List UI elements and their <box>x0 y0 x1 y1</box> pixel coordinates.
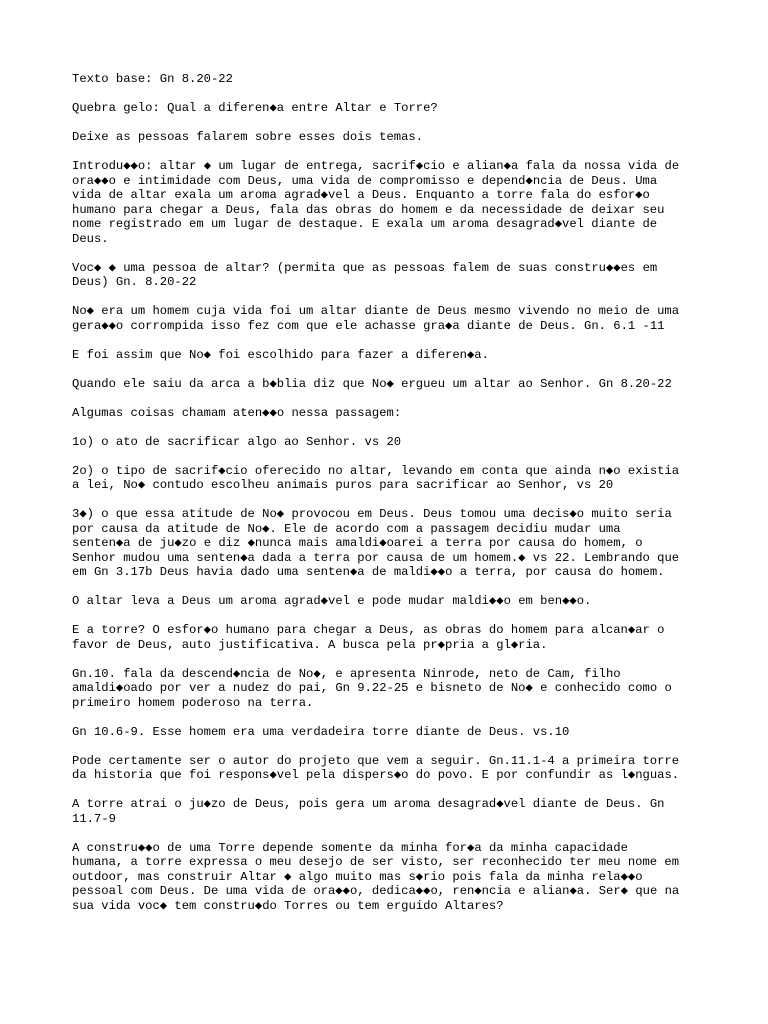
base-text-line: Texto base: Gn 8.20-22 <box>72 72 233 86</box>
noah-chosen-paragraph: E foi assim que No◆ foi escolhido para fazer a diferen◆a. <box>72 347 489 362</box>
babel-project-paragraph: Pode certamente ser o autor do projeto que vem a seguir. Gn.11.1-4 a primeira torre da historia que foi respons◆vel pela dispers◆o do povo. E por confundir as l◆nguas. <box>72 753 680 782</box>
introduction-paragraph: Introdu◆◆o: altar ◆ um lugar de entrega, sacrif◆cio e alian◆a fala da nossa vida de ora◆◆o e intimidade com Deus, uma vida de compromisso e depend◆ncia de Deus. Uma vida de altar exala um aroma agrad◆vel a Deus. Enquanto a torre fala do esfor◆o humano para chegar a Deus, fala das obras do homem e da necessidade de deixar seu nome registrado em um lugar de destaque. E exala um aroma desagrad◆vel diante de Deus. <box>72 159 680 246</box>
passage-attention-paragraph: Algumas coisas chamam aten◆◆o nessa passagem: <box>72 405 402 420</box>
tower-man-paragraph: Gn 10.6-9. Esse homem era uma verdadeira torre diante de Deus. vs.10 <box>72 724 570 739</box>
tower-question-paragraph: E a torre? O esfor◆o humano para chegar a Deus, as obras do homem para alcan◆ar o favor de Deus, auto justificativa. A busca pela pr◆pria a gl◆ria. <box>72 623 665 652</box>
ark-exit-paragraph: Quando ele saiu da arca a b◆blia diz que No◆ ergueu um altar ao Senhor. Gn 8.20-22 <box>72 376 672 391</box>
point-one: 1o) o ato de sacrificar algo ao Senhor. vs 20 <box>72 434 402 449</box>
point-two: 2o) o tipo de sacrif◆cio oferecido no altar, levando em conta que ainda n◆o existia a lei, No◆ contudo escolheu animais puros para sacrificar ao Senhor, vs 20 <box>72 463 680 492</box>
discussion-instruction: Deixe as pessoas falarem sobre esses dois temas. <box>72 130 424 144</box>
document-page <box>72 72 702 928</box>
nimrod-paragraph: Gn.10. fala da descend◆ncia de No◆, e apresenta Ninrode, neto de Cam, filho amaldi◆oado por ver a nudez do pai, Gn 9.22-25 e bisneto de No◆ e conhecido como o primeiro homem poderoso na terra. <box>72 666 672 710</box>
tower-judgment-paragraph: A torre atrai o ju◆zo de Deus, pois gera um aroma desagrad◆vel diante de Deus. Gn 11.7-9 <box>72 797 665 826</box>
icebreaker-question: Quebra gelo: Qual a diferen◆a entre Altar e Torre? <box>72 101 438 115</box>
conclusion-paragraph: A constru◆◆o de uma Torre depende somente da minha for◆a da minha capacidade humana, a torre expressa o meu desejo de ser visto, ser reconhecido ter meu nome em outdoor, mas construir Altar ◆ algo muito mas s◆rio pois fala da minha rela◆◆o pessoal com Deus. De uma vida de ora◆◆o, dedica◆◆o, ren◆ncia e alian◆a. Ser◆ que na sua vida voc◆ tem constru◆do Torres ou tem erguido Altares? <box>72 840 680 913</box>
altar-aroma-paragraph: O altar leva a Deus um aroma agrad◆vel e pode mudar maldi◆◆o em ben◆◆o. <box>72 594 592 608</box>
altar-person-question: Voc◆ ◆ uma pessoa de altar? (permita que as pessoas falem de suas constru◆◆es em Deus) Gn. 8.20-22 <box>72 260 658 289</box>
point-three: 3◆) o que essa atitude de No◆ provocou em Deus. Deus tomou uma decis◆o muito seria por causa da atitude de No◆. Ele de acordo com a passagem decidiu mudar uma senten◆a de ju◆zo e diz ◆nunca mais amaldi◆oarei a terra por causa do homem, o Senhor mudou uma senten◆a dada a terra por causa de um homem.◆ vs 22. Lembrando que em Gn 3.17b Deus havia dado uma senten◆a de maldi◆◆o a terra, por causa do homem. <box>72 507 680 579</box>
noah-altar-paragraph: No◆ era um homem cuja vida foi um altar diante de Deus mesmo vivendo no meio de uma gera◆◆o corrompida isso fez com que ele achasse gra◆a diante de Deus. Gn. 6.1 -11 <box>72 304 680 333</box>
